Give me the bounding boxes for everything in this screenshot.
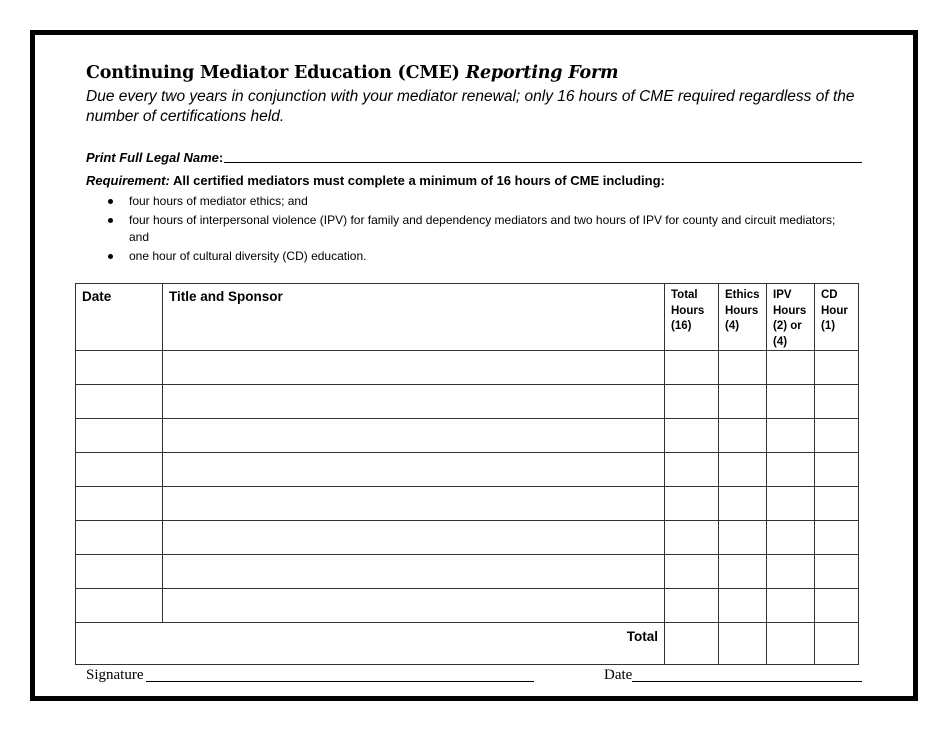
title-sponsor-cell[interactable]: [163, 419, 665, 453]
requirement-item: [108, 212, 853, 246]
table-row: [76, 589, 859, 623]
total-hours-cell[interactable]: [665, 351, 719, 385]
title-sponsor-cell[interactable]: [163, 453, 665, 487]
cd-hour-cell[interactable]: [815, 589, 859, 623]
table-row: [76, 521, 859, 555]
table-header-row: [76, 284, 859, 351]
table-row: [76, 555, 859, 589]
date-cell[interactable]: [76, 555, 163, 589]
total-cd-sum-cell[interactable]: [815, 623, 859, 665]
requirement-item-text: four hours of mediator ethics; and: [129, 194, 308, 208]
full-legal-name-input[interactable]: [224, 162, 862, 163]
ipv-hours-cell[interactable]: [767, 555, 815, 589]
date-cell[interactable]: [76, 453, 163, 487]
header-title-sponsor: Title and Sponsor: [163, 284, 665, 351]
cd-hour-cell[interactable]: [815, 453, 859, 487]
ethics-hours-cell[interactable]: [719, 487, 767, 521]
title-sponsor-cell[interactable]: [163, 385, 665, 419]
table-row: [76, 351, 859, 385]
total-hours-cell[interactable]: [665, 419, 719, 453]
ethics-hours-cell[interactable]: [719, 419, 767, 453]
ipv-hours-cell[interactable]: [767, 419, 815, 453]
ethics-hours-cell[interactable]: [719, 555, 767, 589]
total-hours-sum-cell[interactable]: [665, 623, 719, 665]
ethics-hours-cell[interactable]: [719, 589, 767, 623]
requirement-statement: [86, 173, 665, 188]
cd-hour-cell[interactable]: [815, 419, 859, 453]
ethics-hours-cell[interactable]: [719, 385, 767, 419]
title-sponsor-cell[interactable]: [163, 589, 665, 623]
total-hours-cell[interactable]: [665, 555, 719, 589]
date-cell[interactable]: [76, 419, 163, 453]
ipv-hours-cell[interactable]: [767, 453, 815, 487]
header-ethics-hours: Ethics Hours (4): [719, 284, 767, 351]
total-row: [76, 623, 859, 665]
title-sponsor-cell[interactable]: [163, 555, 665, 589]
total-hours-cell[interactable]: [665, 453, 719, 487]
ipv-hours-cell[interactable]: [767, 385, 815, 419]
name-label-colon: :: [218, 150, 224, 165]
requirement-label: Requirement:: [86, 173, 170, 188]
header-cd-hour: CD Hour (1): [815, 284, 859, 351]
total-label: Total: [76, 623, 665, 665]
requirement-item-text: four hours of interpersonal violence (IPV) for family and dependency mediators and two hours of IPV for county and circuit mediators; and: [129, 213, 836, 244]
signature-label: Signature: [86, 667, 144, 683]
header-ipv-hours: IPV Hours (2) or (4): [767, 284, 815, 351]
bullet-icon: [108, 199, 113, 204]
bullet-icon: [108, 254, 113, 259]
date-input[interactable]: [632, 681, 862, 682]
cd-hour-cell[interactable]: [815, 487, 859, 521]
header-total-hours: Total Hours (16): [665, 284, 719, 351]
form-title-italic: Reporting Form: [465, 63, 619, 83]
cd-hour-cell[interactable]: [815, 521, 859, 555]
form-title: [86, 63, 618, 83]
form-title-main: Continuing Mediator Education (CME): [86, 63, 460, 83]
total-hours-cell[interactable]: [665, 589, 719, 623]
title-sponsor-cell[interactable]: [163, 521, 665, 555]
cd-hour-cell[interactable]: [815, 351, 859, 385]
date-cell[interactable]: [76, 351, 163, 385]
requirement-item-text: one hour of cultural diversity (CD) education.: [129, 249, 367, 263]
signature-input[interactable]: [146, 681, 534, 682]
cd-hour-cell[interactable]: [815, 555, 859, 589]
cd-hour-cell[interactable]: [815, 385, 859, 419]
total-hours-cell[interactable]: [665, 521, 719, 555]
name-field-label: [86, 150, 223, 165]
date-cell[interactable]: [76, 487, 163, 521]
total-ethics-sum-cell[interactable]: [719, 623, 767, 665]
ipv-hours-cell[interactable]: [767, 351, 815, 385]
cme-table: [75, 283, 859, 665]
header-date: Date: [76, 284, 163, 351]
ipv-hours-cell[interactable]: [767, 589, 815, 623]
ipv-hours-cell[interactable]: [767, 521, 815, 555]
name-label-text: Print Full Legal Name: [86, 150, 219, 165]
requirement-text: All certified mediators must complete a minimum of 16 hours of CME including:: [172, 173, 665, 188]
ethics-hours-cell[interactable]: [719, 521, 767, 555]
requirement-list: [108, 193, 853, 267]
total-hours-cell[interactable]: [665, 385, 719, 419]
title-sponsor-cell[interactable]: [163, 351, 665, 385]
bullet-icon: [108, 218, 113, 223]
ipv-hours-cell[interactable]: [767, 487, 815, 521]
ethics-hours-cell[interactable]: [719, 453, 767, 487]
date-label: Date: [604, 667, 633, 683]
ethics-hours-cell[interactable]: [719, 351, 767, 385]
table-row: [76, 487, 859, 521]
date-cell[interactable]: [76, 521, 163, 555]
requirement-item: [108, 248, 853, 265]
form-subtitle: Due every two years in conjunction with your mediator renewal; only 16 hours of CME required regardless of the number of certifications held.: [86, 88, 855, 125]
table-row: [76, 385, 859, 419]
title-sponsor-cell[interactable]: [163, 487, 665, 521]
table-row: [76, 419, 859, 453]
date-cell[interactable]: [76, 385, 163, 419]
requirement-item: [108, 193, 853, 210]
date-cell[interactable]: [76, 589, 163, 623]
total-ipv-sum-cell[interactable]: [767, 623, 815, 665]
total-hours-cell[interactable]: [665, 487, 719, 521]
table-row: [76, 453, 859, 487]
